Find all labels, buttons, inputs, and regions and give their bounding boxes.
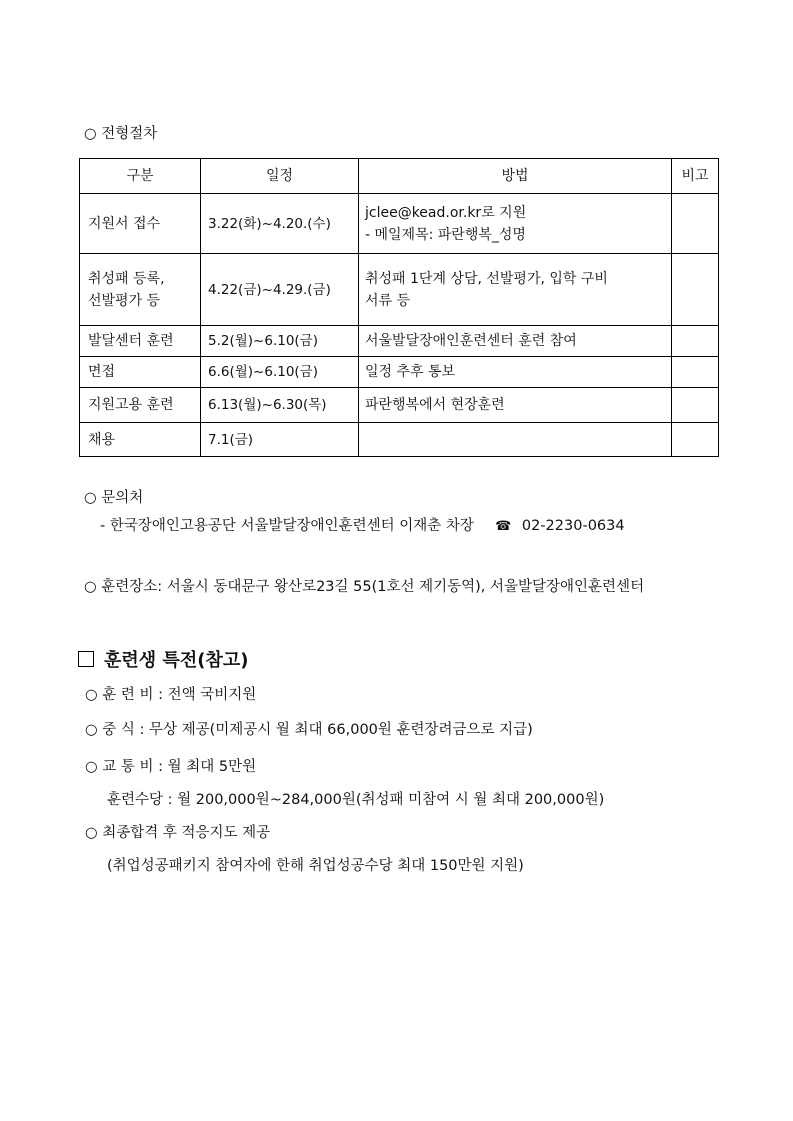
cell-method bbox=[359, 194, 672, 254]
method-line: 서류 등 bbox=[365, 292, 411, 309]
cell-method bbox=[359, 254, 672, 326]
cell-note bbox=[672, 357, 719, 388]
cell-category: 지원고용 훈련 bbox=[80, 388, 201, 423]
header-method: 방법 bbox=[359, 159, 672, 194]
header-note: 비고 bbox=[672, 159, 719, 194]
table-row bbox=[80, 326, 719, 357]
cell-method: 서울발달장애인훈련센터 훈련 참여 bbox=[359, 326, 672, 357]
benefit-item: ○ 훈 련 비 : 전액 국비지원 bbox=[85, 687, 257, 703]
method-line: 취성패 1단계 상담, 선발평가, 입학 구비 bbox=[365, 270, 608, 287]
benefit-final-item: ○ 최종합격 후 적응지도 제공 bbox=[85, 825, 271, 841]
contact-line bbox=[100, 516, 625, 537]
location-text: ○ 훈련장소: 서울시 동대문구 왕산로23길 55(1호선 제기동역), 서울발달장애인훈련센터 bbox=[84, 579, 645, 595]
category-line: 선발평가 등 bbox=[88, 292, 161, 309]
table-row bbox=[80, 254, 719, 326]
benefit-item: ○ 중 식 : 무상 제공(미제공시 월 최대 66,000원 훈련장려금으로 지급) bbox=[85, 722, 533, 738]
table-row bbox=[80, 423, 719, 457]
table-header-row bbox=[80, 159, 719, 194]
cell-note bbox=[672, 388, 719, 423]
cell-method: 일정 추후 통보 bbox=[359, 357, 672, 388]
cell-category: 지원서 접수 bbox=[80, 194, 201, 254]
cell-note bbox=[672, 254, 719, 326]
selection-heading: ○ 전형절차 bbox=[84, 126, 158, 142]
table-row bbox=[80, 357, 719, 388]
category-line: 취성패 등록, bbox=[88, 270, 165, 287]
table-row bbox=[80, 388, 719, 423]
cell-category bbox=[80, 254, 201, 326]
cell-note bbox=[672, 326, 719, 357]
cell-date: 6.13(월)~6.30(목) bbox=[201, 388, 359, 423]
benefit-final-note: (취업성공패키지 참여자에 한해 취업성공수당 최대 150만원 지원) bbox=[107, 858, 524, 874]
cell-note bbox=[672, 423, 719, 457]
cell-date: 5.2(월)~6.10(금) bbox=[201, 326, 359, 357]
method-line: jclee@kead.or.kr로 지원 bbox=[365, 204, 527, 221]
benefit-allowance: 훈련수당 : 월 200,000원~284,000원(취성패 미참여 시 월 최대 200,000원) bbox=[107, 792, 605, 808]
cell-method: 파란행복에서 현장훈련 bbox=[359, 388, 672, 423]
cell-category: 채용 bbox=[80, 423, 201, 457]
table-row bbox=[80, 194, 719, 254]
header-date: 일정 bbox=[201, 159, 359, 194]
phone-icon: ☎ bbox=[495, 519, 512, 534]
benefits-title-row bbox=[78, 646, 248, 672]
cell-category: 발달센터 훈련 bbox=[80, 326, 201, 357]
cell-date: 7.1(금) bbox=[201, 423, 359, 457]
contact-phone: 02-2230-0634 bbox=[521, 518, 625, 534]
benefit-item: ○ 교 통 비 : 월 최대 5만원 bbox=[85, 759, 257, 775]
cell-date: 4.22(금)~4.29.(금) bbox=[201, 254, 359, 326]
header-category: 구분 bbox=[80, 159, 201, 194]
cell-note bbox=[672, 194, 719, 254]
contact-heading: ○ 문의처 bbox=[84, 490, 144, 506]
contact-detail: - 한국장애인고용공단 서울발달장애인훈련센터 이재춘 차장 bbox=[100, 518, 474, 534]
schedule-table bbox=[79, 158, 719, 457]
cell-date: 3.22(화)~4.20.(수) bbox=[201, 194, 359, 254]
benefits-title: 훈련생 특전(참고) bbox=[104, 650, 249, 671]
checkbox-square-icon bbox=[78, 651, 94, 667]
cell-date: 6.6(월)~6.10(금) bbox=[201, 357, 359, 388]
cell-method bbox=[359, 423, 672, 457]
method-line: - 메일제목: 파란행복_성명 bbox=[365, 226, 526, 243]
cell-category: 면접 bbox=[80, 357, 201, 388]
